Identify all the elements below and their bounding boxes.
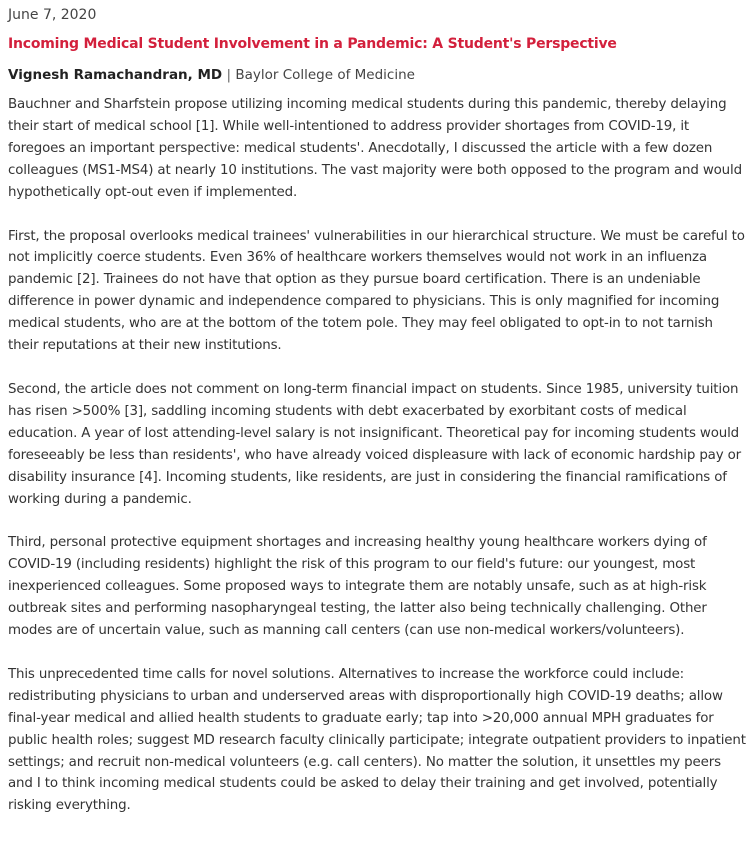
comment-date: June 7, 2020: [8, 7, 97, 23]
comment-body: [8, 94, 746, 817]
comment-paragraph-4: Third, personal protective equipment shortages and increasing healthy young healthcare workers dying of COVID-19 (including residents) highlight the risk of this program to our field's future: our youngest, most inexperienced colleagues. Some proposed ways to integrate them are notably unsafe, such as at high-risk outbreak sites and performing nasopharyngeal testing, the latter also being technically challenging. Other modes are of uncertain value, such as manning call centers (can use non-medical workers/volunteers).: [8, 535, 707, 639]
comment-paragraph-1: Bauchner and Sharfstein propose utilizing incoming medical students during this pandemic, thereby delaying their start of medical school [1]. While well-intentioned to address provider shortages from COVID-19, it foregoes an important perspective: medical students'. Anecdotally, I discussed the article with a few dozen colleagues (MS1-MS4) at nearly 10 institutions. The vast majority were both opposed to the program and would hypothetically opt-out even if implemented.: [8, 97, 742, 200]
author-name: Vignesh Ramachandran, MD: [8, 67, 223, 83]
author-affiliation: Baylor College of Medicine: [235, 67, 415, 83]
comment-title: Incoming Medical Student Involvement in a Pandemic: A Student's Perspective: [8, 36, 617, 52]
comment-paragraph-2: First, the proposal overlooks medical trainees' vulnerabilities in our hierarchical structure. We must be careful to not implicitly coerce students. Even 36% of healthcare workers themselves would not work in an influenza pandemic [2]. Trainees do not have that option as they pursue board certification. There is an undeniable difference in power dynamic and independence compared to physicians. This is only magnified for incoming medical students, who are at the bottom of the totem pole. They may feel obligated to opt-in to not tarnish their reputations at their new institutions.: [8, 228, 745, 354]
byline-separator: |: [226, 67, 232, 83]
comment-paragraph-5: This unprecedented time calls for novel solutions. Alternatives to increase the workforce could include: redistributing physicians to urban and underserved areas with disproportionally high COVID-19 deaths; allow final-year medical and allied health students to graduate early; tap into >20,000 annual MPH graduates for public health roles; suggest MD research faculty clinically participate; integrate outpatient providers to inpatient settings; and recruit non-medical volunteers (e.g. call centers). No matter the solution, it unsettles my peers and I to think incoming medical students could be asked to delay their training and get involved, potentially risking everything.: [8, 666, 746, 814]
comment-paragraph-3: Second, the article does not comment on long-term financial impact on students. Since 1985, university tuition has risen >500% [3], saddling incoming students with debt exacerbated by exorbitant costs of medical education. A year of lost attending-level salary is not insignificant. Theoretical pay for incoming students would foreseeably be less than residents', who have already voiced displeasure with lack of economic hardship pay or disability insurance [4]. Incoming students, like residents, are just in considering the financial ramifications of working during a pandemic.: [8, 381, 742, 507]
comment-byline: [8, 65, 746, 85]
